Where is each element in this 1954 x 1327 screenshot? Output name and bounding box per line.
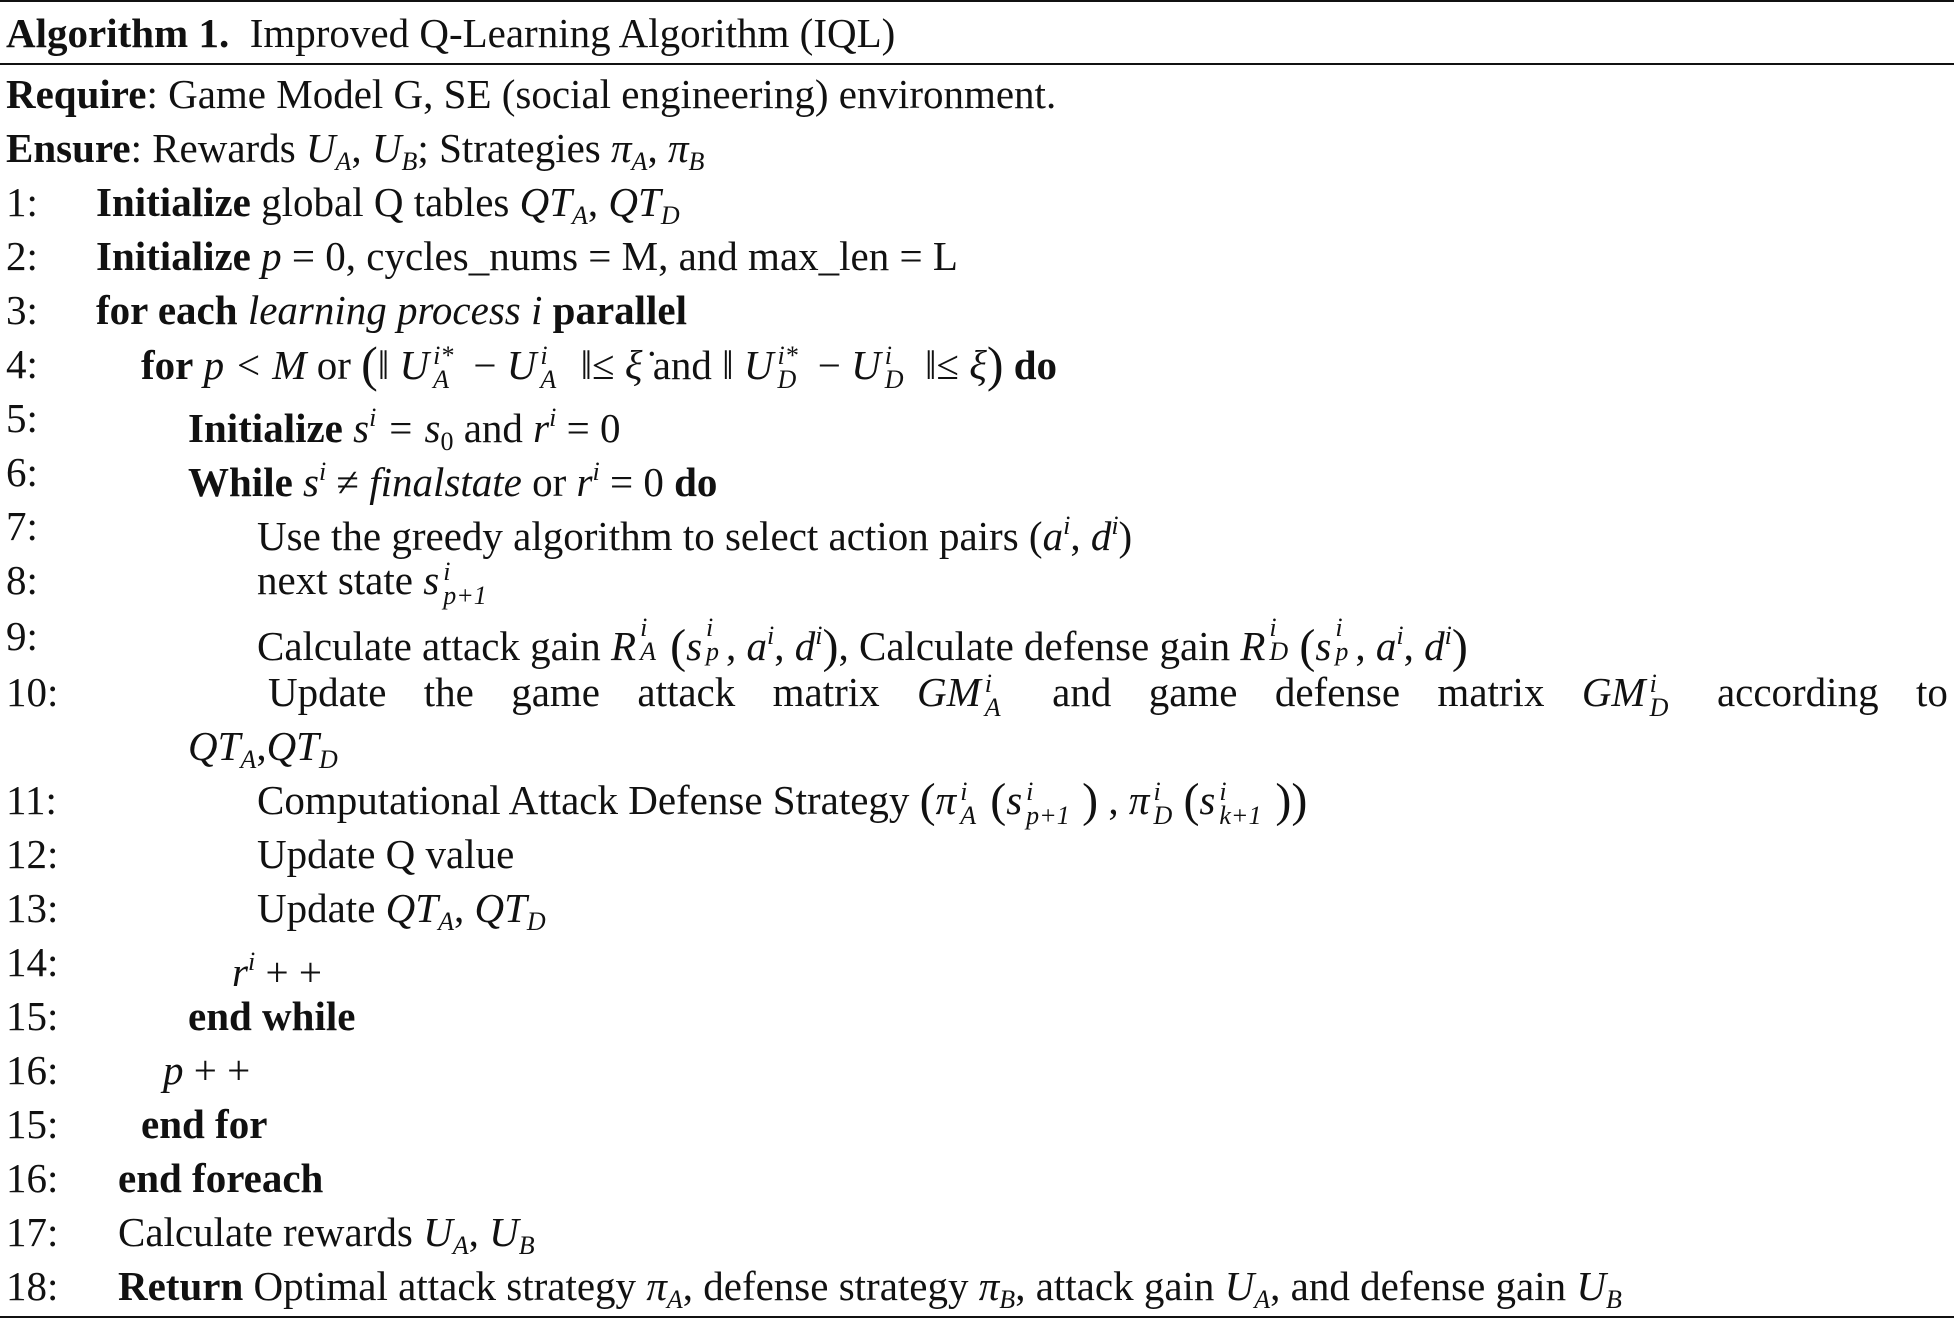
- algorithm-label: Algorithm 1.: [6, 10, 230, 56]
- step-number: 10:: [6, 669, 59, 715]
- step-number: 2:: [6, 233, 38, 279]
- step-3: 3: for each learning process i parallel: [0, 283, 1954, 337]
- require-line: [0, 67, 1954, 121]
- step-6: 6: While $s^i$ ≠ finalstate or $r^i = 0$ do: [0, 445, 1954, 499]
- step-number: 15:: [6, 1101, 59, 1147]
- title-rule: [0, 63, 1954, 65]
- step-number: 15:: [6, 993, 59, 1039]
- step-9: 9: Calculate attack gain R i A (s i p , $a^i$, $d^i$), Calculate defense gain R i D (s i p , $a^i$, $d^i$): [0, 609, 1954, 663]
- step-end-for: 15: end for: [0, 1097, 1954, 1151]
- step-number: 8:: [6, 557, 38, 603]
- require-keyword: Require: [6, 71, 147, 117]
- require-text: : Game Model G, SE (social engineering) environment.: [146, 71, 1057, 117]
- step-17: 17: Calculate rewards $U_A$, $U_B$: [0, 1205, 1954, 1259]
- top-rule: [0, 0, 1954, 2]
- step-end-foreach: 16: end foreach: [0, 1151, 1954, 1205]
- step-8: 8: next state s i p+1: [0, 553, 1954, 607]
- step-16: 16: p + +: [0, 1043, 1954, 1097]
- step-number: 9:: [6, 613, 38, 659]
- step-1: 1: Initialize global Q tables $QT_A$, $QT_D$: [0, 175, 1954, 229]
- step-number: 12:: [6, 831, 59, 877]
- step-number: 16:: [6, 1155, 59, 1201]
- step-12: 12: Update Q value: [0, 827, 1954, 881]
- ensure-keyword: Ensure: [6, 125, 131, 171]
- algorithm-title: [6, 6, 895, 60]
- step-2: 2: Initialize p = 0, cycles_nums = M, and max_len = L: [0, 229, 1954, 283]
- step-number: 7:: [6, 503, 38, 549]
- step-13: 13: Update $QT_A$, $QT_D$: [0, 881, 1954, 935]
- step-number: 13:: [6, 885, 59, 931]
- step-number: 3:: [6, 287, 38, 333]
- step-4: 4: for p < M or (‖ U i* A − U i A ‖≤ ξ̇ and ‖ U i* D − U i D ‖≤ ξ) do: [6, 336, 1058, 394]
- step-number: 4:: [6, 341, 38, 387]
- step-number: 14:: [6, 939, 59, 985]
- step-number: 1:: [6, 179, 38, 225]
- ensure-line: Ensure: Rewards $U_A$, $U_B$; Strategies $\pi_A$, $\pi_B$: [6, 125, 705, 176]
- step-5: 5: Initialize $s^i = s_0$ and $r^i = 0$: [0, 391, 1954, 445]
- step-number: 17:: [6, 1209, 59, 1255]
- step-14: 14: $r^i$ + +: [0, 935, 1954, 989]
- step-number: 16:: [6, 1047, 59, 1093]
- step-number: 18:: [6, 1263, 59, 1309]
- step-11: 11: Computational Attack Defense Strategy (π i A (s i p+1 ) , π i D (s i k+1 )): [6, 774, 1308, 830]
- step-number: 11:: [6, 777, 57, 823]
- step-10: 10: Update the game attack matrix GM i A and game defense matrix GM i D according to: [0, 665, 1954, 719]
- algorithm-name: Improved Q-Learning Algorithm (IQL): [249, 10, 896, 56]
- step-number: 6:: [6, 449, 38, 495]
- bottom-rule: [0, 1316, 1954, 1318]
- step-7: 7: Use the greedy algorithm to select action pairs ($a^i$, $d^i$): [0, 499, 1954, 553]
- step-15: 15: end while: [0, 989, 1954, 1043]
- step-18: 18: Return Optimal attack strategy $\pi_A$, defense strategy $\pi_B$, attack gain $U_A$, and defense gain $U_B$: [0, 1259, 1954, 1313]
- step-number: 5:: [6, 395, 38, 441]
- step-10-continuation: $QT_A,QT_D$: [188, 723, 338, 774]
